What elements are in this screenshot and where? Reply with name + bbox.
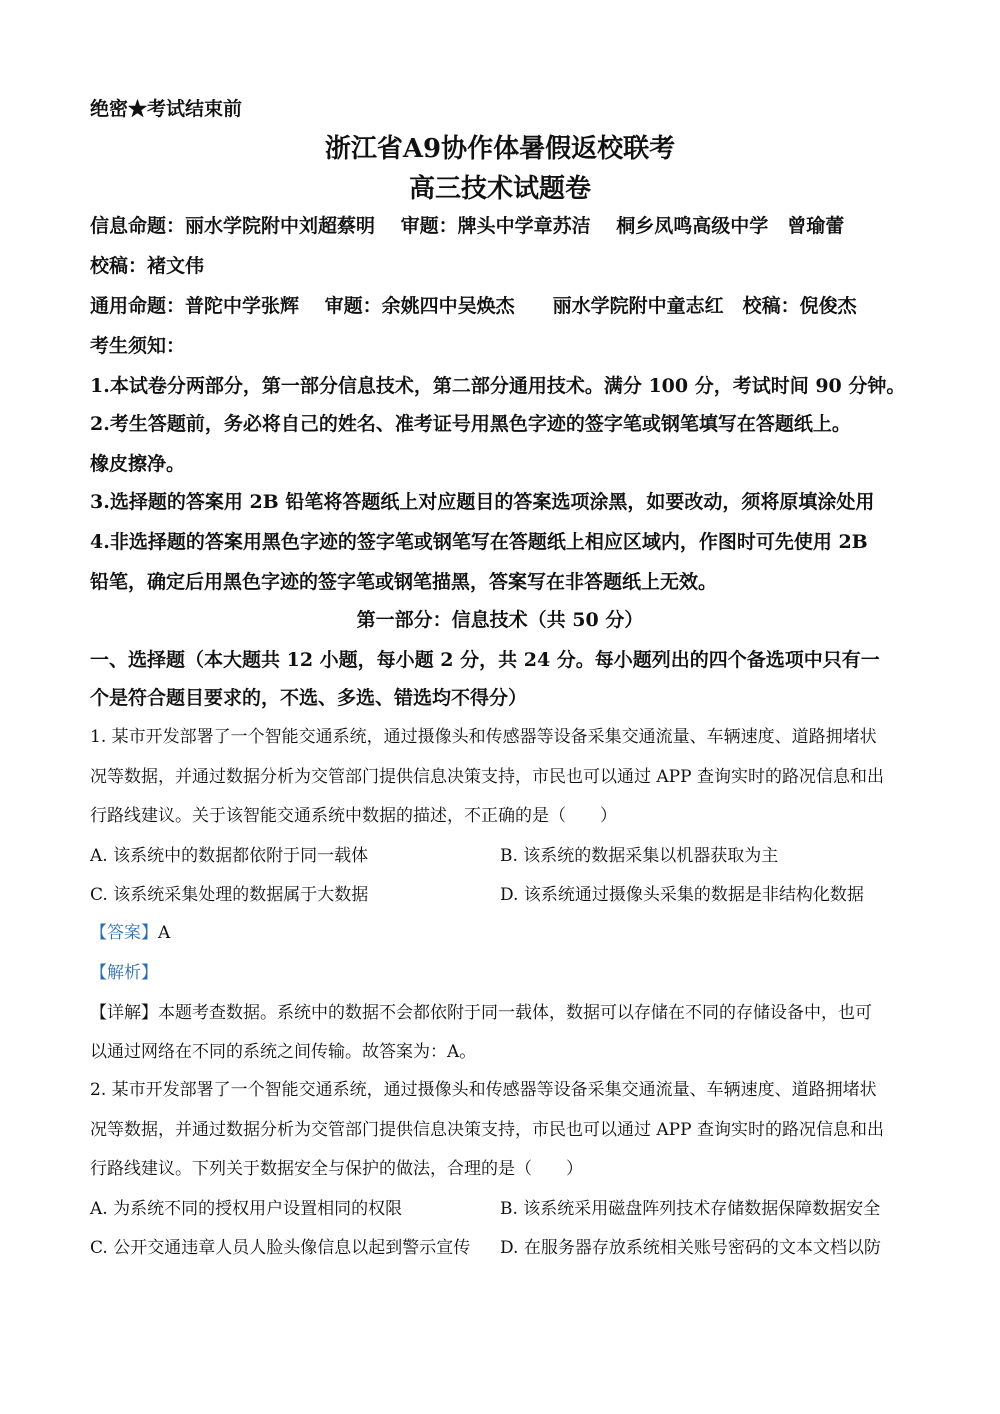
- q2-option-d: D. 在服务器存放系统相关账号密码的文本文档以防: [500, 1238, 881, 1258]
- secret-label: 绝密★考试结束前: [90, 98, 243, 120]
- section-choice-heading: 一、选择题（本大题共 12 小题，每小题 2 分，共 24 分。每小题列出的四个备选项中只有一: [90, 649, 880, 671]
- analysis-label: 【解析】: [90, 963, 158, 983]
- q1-stem-line3: 行路线建议。关于该智能交通系统中数据的描述，不正确的是（ ）: [90, 806, 617, 826]
- notice-item-2: 2.考生答题前，务必将自己的姓名、准考证号用黑色字迹的签字笔或钢笔填写在答题纸上。: [90, 413, 851, 435]
- q2-option-b: B. 该系统采用磁盘阵列技术存储数据保障数据安全: [500, 1199, 881, 1219]
- notice-item-2-cont: 橡皮擦净。: [90, 453, 186, 475]
- q1-detail-line2: 以通过网络在不同的系统之间传输。故答案为：A。: [90, 1042, 477, 1062]
- q2-stem-line2: 况等数据，并通过数据分析为交管部门提供信息决策支持，市民也可以通过 APP 查询实时的路况信息和出: [90, 1120, 884, 1140]
- q1-option-d: D. 该系统通过摄像头采集的数据是非结构化数据: [500, 885, 864, 905]
- answer-value: A: [158, 923, 171, 943]
- answer-label: 【答案】: [90, 923, 158, 943]
- q2-stem-line1: 2. 某市开发部署了一个智能交通系统，通过摄像头和传感器等设备采集交通流量、车辆速度、道路拥堵状: [90, 1080, 877, 1100]
- q2-option-c: C. 公开交通违章人员人脸头像信息以起到警示宣传: [90, 1238, 471, 1258]
- q1-stem-line2: 况等数据，并通过数据分析为交管部门提供信息决策支持，市民也可以通过 APP 查询实时的路况信息和出: [90, 767, 884, 787]
- info-credits: 信息命题：丽水学院附中刘超蔡明 审题：牌头中学章苏洁 桐乡凤鸣高级中学 曾瑜蕾: [90, 215, 845, 237]
- q1-answer: [90, 918, 170, 943]
- general-credits: 通用命题：普陀中学张辉 审题：余姚四中吴焕杰 丽水学院附中童志红 校稿：倪俊杰: [90, 295, 857, 317]
- q1-option-b: B. 该系统的数据采集以机器获取为主: [500, 846, 779, 866]
- q1-detail-line1: 【详解】本题考查数据。系统中的数据不会都依附于同一载体，数据可以存储在不同的存储设备中，也可: [90, 1003, 872, 1023]
- notice-item-4-cont: 铅笔，确定后用黑色字迹的签字笔或钢笔描黑，答案写在非答题纸上无效。: [90, 571, 718, 593]
- exam-subtitle: 高三技术试题卷: [408, 174, 591, 204]
- notice-item-4: 4.非选择题的答案用黑色字迹的签字笔或钢笔写在答题纸上相应区域内，作图时可先使用 2B: [90, 531, 868, 553]
- q1-option-a: A. 该系统中的数据都依附于同一载体: [90, 846, 369, 866]
- q2-option-a: A. 为系统不同的授权用户设置相同的权限: [90, 1199, 403, 1219]
- section-choice-heading-cont: 个是符合题目要求的，不选、多选、错选均不得分）: [90, 687, 528, 709]
- part1-title: 第一部分：信息技术（共 50 分）: [356, 609, 644, 631]
- notice-item-3: 3.选择题的答案用 2B 铅笔将答题纸上对应题目的答案选项涂黑，如要改动，须将原填涂处用: [90, 491, 875, 513]
- q1-stem-line1: 1. 某市开发部署了一个智能交通系统，通过摄像头和传感器等设备采集交通流量、车辆速度、道路拥堵状: [90, 727, 877, 747]
- exam-title: 浙江省A9协作体暑假返校联考: [324, 134, 676, 164]
- info-proofreader: 校稿：褚文伟: [90, 255, 205, 277]
- q2-stem-line3: 行路线建议。下列关于数据安全与保护的做法，合理的是（ ）: [90, 1159, 583, 1179]
- notice-heading: 考生须知：: [90, 335, 186, 357]
- q1-option-c: C. 该系统采集处理的数据属于大数据: [90, 885, 369, 905]
- notice-item-1: 1.本试卷分两部分，第一部分信息技术，第二部分通用技术。满分 100 分，考试时间 90 分钟。: [90, 375, 906, 397]
